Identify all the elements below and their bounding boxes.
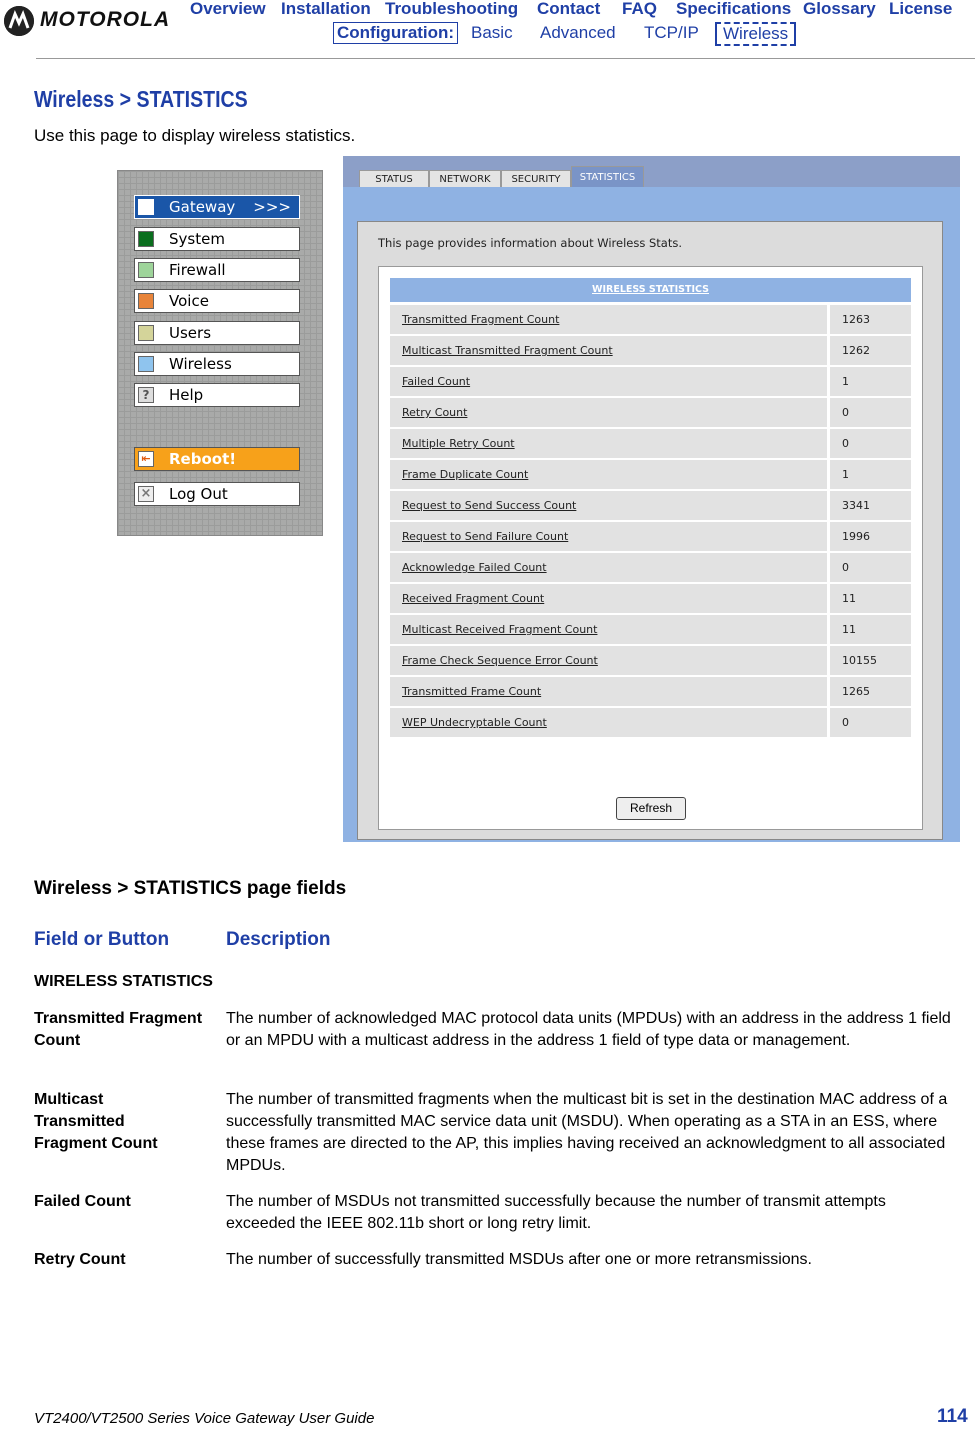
table-row: [390, 491, 911, 520]
nav-overview[interactable]: Overview: [190, 0, 266, 18]
stat-value: 0: [830, 429, 911, 458]
subnav-configuration[interactable]: Configuration:: [333, 22, 458, 44]
voice-icon: [138, 293, 154, 309]
gateway-icon: [138, 199, 154, 215]
stat-value: 0: [830, 553, 911, 582]
tab-statistics[interactable]: STATISTICS: [571, 166, 644, 187]
subnav-basic[interactable]: Basic: [471, 23, 513, 42]
field-name: Retry Count: [34, 1251, 126, 1268]
table-row: [390, 522, 911, 551]
stat-value: 1: [830, 367, 911, 396]
table-row: [390, 398, 911, 427]
field-description: The number of transmitted fragments when the multicast bit is set in the destination MAC address of a successfully transmitted MAC service data unit (MSDU). When operating as a STA in an ESS, where these frames are directed to the AP, this implies having received an acknowledgment to all associated MPDUs.: [226, 1091, 948, 1174]
tab-status[interactable]: STATUS: [359, 170, 429, 187]
gateway-arrows: >>>: [253, 198, 291, 216]
users-icon: [138, 325, 154, 341]
gateway-sidebar-menu: [117, 170, 323, 536]
statistics-screenshot: [343, 156, 960, 842]
stats-table-container: [378, 266, 923, 830]
brand-wordmark: MOTOROLA: [40, 8, 171, 31]
field-description: The number of successfully transmitted MSDUs after one or more retransmissions.: [226, 1251, 812, 1268]
table-row: [390, 429, 911, 458]
stat-name[interactable]: Failed Count: [390, 367, 827, 396]
field-name: Transmitted Fragment Count: [34, 1010, 203, 1049]
stat-name[interactable]: Transmitted Frame Count: [390, 677, 827, 706]
table-row: [390, 460, 911, 489]
table-row: [390, 708, 911, 737]
sidebar-item-users[interactable]: Users: [134, 321, 300, 345]
table-row: [390, 553, 911, 582]
wireless-icon: [138, 356, 154, 372]
tab-network[interactable]: NETWORK: [429, 170, 501, 187]
subnav-advanced[interactable]: Advanced: [540, 23, 616, 42]
table-row: [390, 336, 911, 365]
sidebar-item-logout[interactable]: × Log Out: [134, 482, 300, 506]
stat-value: 0: [830, 708, 911, 737]
stat-name[interactable]: Retry Count: [390, 398, 827, 427]
stat-value: 10155: [830, 646, 911, 675]
table-row: [390, 584, 911, 613]
nav-license[interactable]: License: [889, 0, 953, 18]
stat-name[interactable]: Received Fragment Count: [390, 584, 827, 613]
table-row: [390, 305, 911, 334]
header-divider: [36, 58, 975, 59]
nav-faq[interactable]: FAQ: [622, 0, 657, 18]
stat-name[interactable]: Transmitted Fragment Count: [390, 305, 827, 334]
column-header-field: Field or Button: [34, 929, 170, 950]
stat-value: 0: [830, 398, 911, 427]
nav-contact[interactable]: Contact: [537, 0, 601, 18]
stat-value: 11: [830, 615, 911, 644]
stats-panel: [357, 221, 943, 840]
sidebar-item-reboot[interactable]: ⇤ Reboot!: [134, 447, 300, 471]
field-name: Multicast Transmitted Fragment Count: [34, 1091, 158, 1152]
table-row: [390, 646, 911, 675]
stat-name[interactable]: Acknowledge Failed Count: [390, 553, 827, 582]
motorola-logo-icon: [4, 6, 34, 36]
nav-installation[interactable]: Installation: [281, 0, 371, 18]
stat-name[interactable]: Multiple Retry Count: [390, 429, 827, 458]
field-description: The number of acknowledged MAC protocol data units (MPDUs) with an address in the address 1 field or an MPDU with a multicast address in the address 1 field of type data or management.: [226, 1010, 951, 1049]
firewall-icon: [138, 262, 154, 278]
sidebar-item-voice[interactable]: Voice: [134, 289, 300, 313]
sidebar-item-system[interactable]: System: [134, 227, 300, 251]
field-description: The number of MSDUs not transmitted successfully because the number of transmit attempts exceeded the IEEE 802.11b short or long retry limit.: [226, 1193, 886, 1232]
page-title: Wireless > STATISTICS: [34, 86, 248, 112]
stat-name[interactable]: WEP Undecryptable Count: [390, 708, 827, 737]
table-row: [390, 367, 911, 396]
stat-name[interactable]: Request to Send Success Count: [390, 491, 827, 520]
stat-value: 1262: [830, 336, 911, 365]
panel-description: This page provides information about Wireless Stats.: [378, 236, 683, 250]
tab-security[interactable]: SECURITY: [501, 170, 571, 187]
tab-bar: [343, 156, 960, 187]
field-name: Failed Count: [34, 1193, 131, 1210]
reboot-icon: ⇤: [138, 451, 154, 467]
footer-guide-title: VT2400/VT2500 Series Voice Gateway User Guide: [34, 1410, 375, 1427]
system-icon: [138, 231, 154, 247]
subnav-tcpip[interactable]: TCP/IP: [644, 23, 699, 42]
stat-name[interactable]: Request to Send Failure Count: [390, 522, 827, 551]
stat-value: 11: [830, 584, 911, 613]
help-icon: ?: [138, 387, 154, 403]
column-header-description: Description: [226, 929, 331, 950]
sidebar-item-wireless[interactable]: Wireless: [134, 352, 300, 376]
page-number: 114: [937, 1406, 968, 1427]
stat-value: 1996: [830, 522, 911, 551]
stat-value: 3341: [830, 491, 911, 520]
nav-specifications[interactable]: Specifications: [676, 0, 792, 18]
section-label: WIRELESS STATISTICS: [34, 973, 213, 990]
table-row: [390, 677, 911, 706]
sidebar-item-help[interactable]: ? Help: [134, 383, 300, 407]
refresh-button[interactable]: Refresh: [616, 797, 686, 820]
nav-troubleshooting[interactable]: Troubleshooting: [385, 0, 519, 18]
nav-glossary[interactable]: Glossary: [803, 0, 876, 18]
logout-icon: ×: [138, 486, 154, 502]
sidebar-item-firewall[interactable]: Firewall: [134, 258, 300, 282]
table-row: [390, 615, 911, 644]
page-intro: Use this page to display wireless statistics.: [34, 126, 356, 145]
stat-name[interactable]: Multicast Transmitted Fragment Count: [390, 336, 827, 365]
fields-heading: Wireless > STATISTICS page fields: [34, 878, 347, 899]
stat-name[interactable]: Multicast Received Fragment Count: [390, 615, 827, 644]
stat-name[interactable]: Frame Duplicate Count: [390, 460, 827, 489]
stat-name[interactable]: Frame Check Sequence Error Count: [390, 646, 827, 675]
stat-value: 1263: [830, 305, 911, 334]
table-title: WIRELESS STATISTICS: [390, 278, 911, 302]
stat-value: 1265: [830, 677, 911, 706]
sidebar-item-gateway[interactable]: Gateway >>>: [134, 195, 300, 219]
stat-value: 1: [830, 460, 911, 489]
subnav-wireless[interactable]: Wireless: [715, 22, 796, 46]
